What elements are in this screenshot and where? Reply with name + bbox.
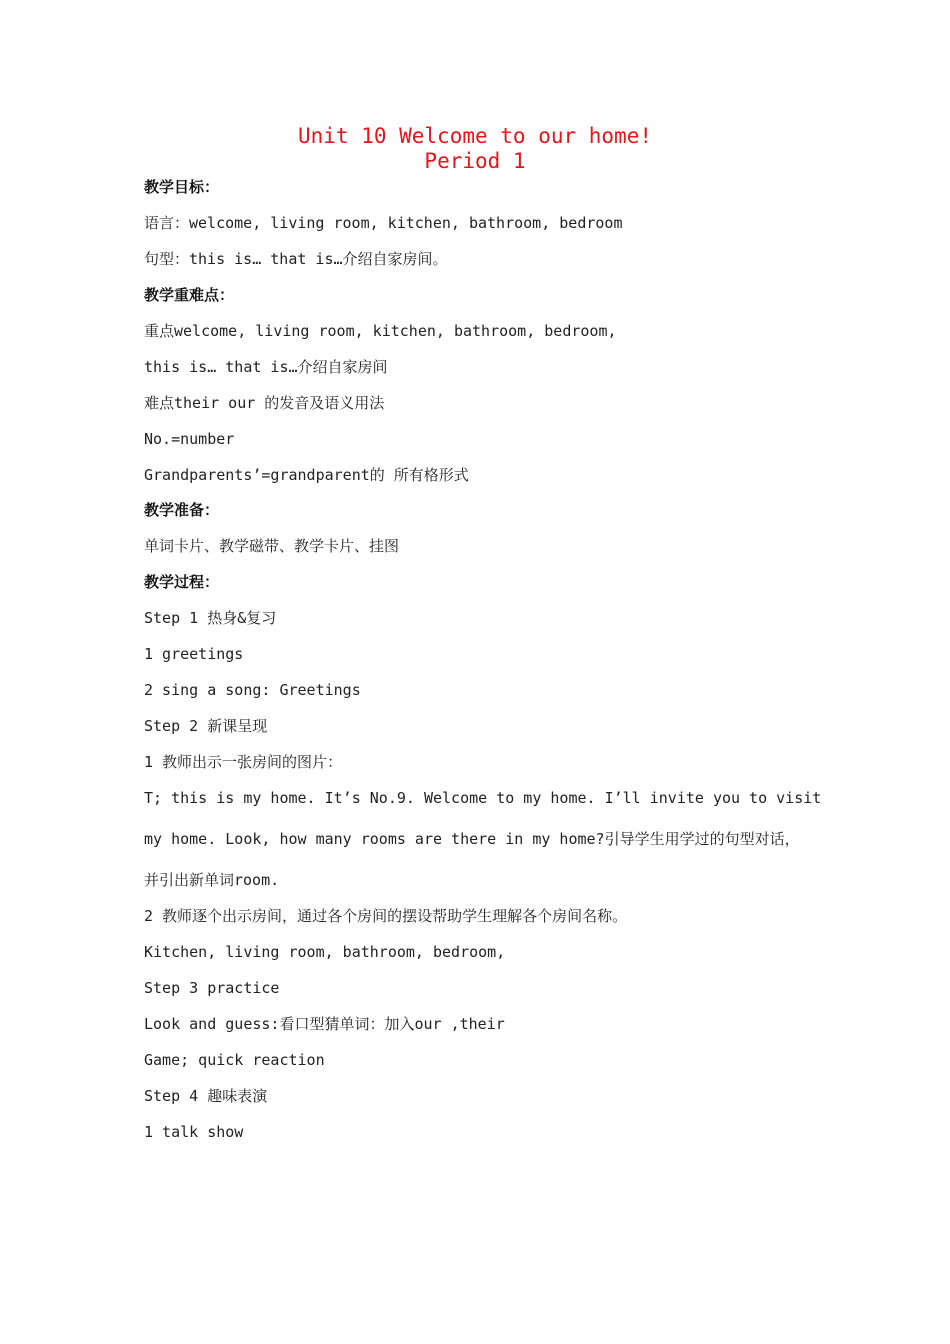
body-line: Step 2 新课呈现 [144,717,268,735]
body-line: Look and guess:看口型猜单词：加入our ,their [144,1015,505,1033]
body-line: 1 greetings [144,645,244,663]
body-line: my home. Look, how many rooms are there in my home?引导学生用学过的句型对话， [144,830,800,848]
title-unit: Unit 10 Welcome to our home! [297,124,652,148]
heading-preparation: 教学准备： [144,501,220,519]
body-line: Grandparents’=grandparent的 所有格形式 [144,466,469,484]
body-line: 句型：this is… that is…介绍自家房间。 [144,250,448,268]
heading-teaching-goals: 教学目标： [144,178,220,196]
body-line: Step 4 趣味表演 [144,1087,268,1105]
body-line: 难点their our 的发音及语义用法 [144,394,385,412]
heading-key-points: 教学重难点： [144,286,235,304]
body-line: this is… that is…介绍自家房间 [144,358,388,376]
body-line: Step 1 热身&复习 [144,609,277,627]
body-line: Kitchen, living room, bathroom, bedroom, [144,943,506,961]
body-line: 语言：welcome, living room, kitchen, bathroom, bedroom [144,214,623,232]
title-period: Period 1 [424,149,526,173]
body-line: 1 教师出示一张房间的图片： [144,753,343,771]
body-line: Game; quick reaction [144,1051,325,1069]
body-line: Step 3 practice [144,979,280,997]
body-line: T; this is my home. It’s No.9. Welcome to my home. I’ll invite you to visit [144,789,822,807]
body-line: 重点welcome, living room, kitchen, bathroom, bedroom, [144,322,617,340]
heading-process: 教学过程： [144,573,220,591]
body-line: 2 教师逐个出示房间，通过各个房间的摆设帮助学生理解各个房间名称。 [144,907,628,925]
body-line: 1 talk show [144,1123,244,1141]
body-line: No.=number [144,430,235,448]
body-line: 并引出新单词room. [144,871,280,889]
body-line: 2 sing a song: Greetings [144,681,361,699]
document-title [0,124,950,174]
body-line: 单词卡片、教学磁带、教学卡片、挂图 [144,537,400,555]
